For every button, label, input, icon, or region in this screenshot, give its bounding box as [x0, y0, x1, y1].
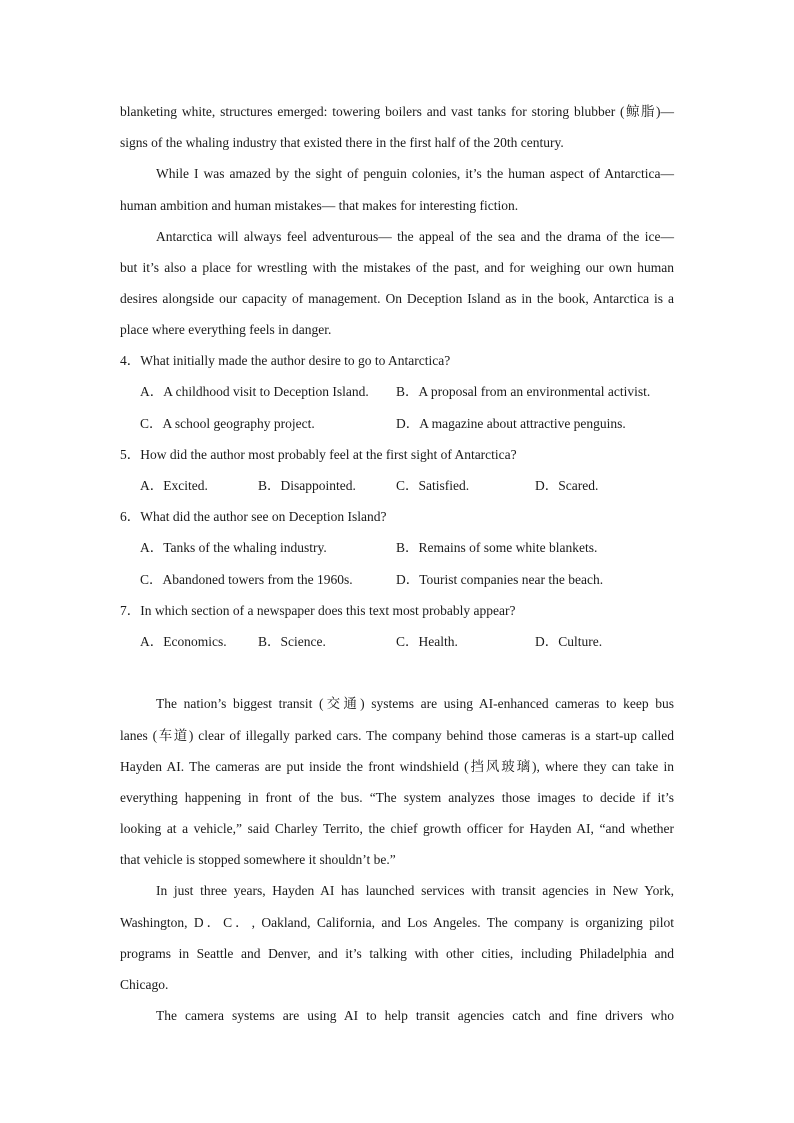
passage-line: Chicago. — [120, 977, 169, 992]
option-b[interactable]: B．A proposal from an environmental activist. — [396, 384, 651, 399]
passage-line: While I was amazed by the sight of penguin colonies, it’s the human aspect of Antarctica— — [156, 166, 674, 181]
option-a[interactable]: A．Tanks of the whaling industry. — [140, 540, 327, 555]
option-d[interactable]: D．Scared. — [535, 478, 599, 493]
option-c[interactable]: C．Health. — [396, 634, 458, 649]
passage-line: The nation’s biggest transit (交通) systems are using AI-enhanced cameras to keep bus — [156, 696, 674, 711]
passage-line: signs of the whaling industry that existed there in the first half of the 20th century. — [120, 135, 564, 150]
question-stem: 4．What initially made the author desire to go to Antarctica? — [120, 353, 451, 368]
passage-line: In just three years, Hayden AI has launched services with transit agencies in New York, — [156, 883, 674, 898]
question-stem: 5．How did the author most probably feel at the first sight of Antarctica? — [120, 447, 517, 462]
passage-line: Washington, D．C．, Oakland, California, and Los Angeles. The company is organizing pilot — [120, 915, 674, 930]
passage-line: Hayden AI. The cameras are put inside the front windshield (挡风玻璃), where they can take in — [120, 759, 674, 774]
option-c[interactable]: C．A school geography project. — [140, 416, 315, 431]
passage-line: human ambition and human mistakes— that makes for interesting fiction. — [120, 198, 519, 213]
option-a[interactable]: A．Excited. — [140, 478, 208, 493]
option-b[interactable]: B．Remains of some white blankets. — [396, 540, 598, 555]
question-stem: 7．In which section of a newspaper does this text most probably appear? — [120, 603, 516, 618]
passage-line: Antarctica will always feel adventurous— the appeal of the sea and the drama of the ice— — [156, 229, 674, 244]
option-c[interactable]: C．Satisfied. — [396, 478, 470, 493]
passage-line: place where everything feels in danger. — [120, 322, 332, 337]
option-d[interactable]: D．Culture. — [535, 634, 603, 649]
passage-line: desires alongside our capacity of management. On Deception Island as in the book, Antarctica is a — [120, 291, 674, 306]
option-b[interactable]: B．Disappointed. — [258, 478, 356, 493]
question-stem: 6．What did the author see on Deception Island? — [120, 509, 387, 524]
passage-line: programs in Seattle and Denver, and it’s talking with other cities, including Philadelphia and — [120, 946, 674, 961]
option-a[interactable]: A．A childhood visit to Deception Island. — [140, 384, 369, 399]
option-c[interactable]: C．Abandoned towers from the 1960s. — [140, 572, 353, 587]
option-a[interactable]: A．Economics. — [140, 634, 227, 649]
passage-line: everything happening in front of the bus. “The system analyzes those images to decide if it’s — [120, 790, 674, 805]
passage-line: lanes (车道) clear of illegally parked cars. The company behind those cameras is a start-up called — [120, 728, 674, 743]
option-d[interactable]: D．A magazine about attractive penguins. — [396, 416, 626, 431]
passage-line: blanketing white, structures emerged: towering boilers and vast tanks for storing blubber (鲸脂)— — [120, 104, 674, 119]
passage-line: The camera systems are using AI to help transit agencies catch and fine drivers who — [156, 1008, 674, 1023]
passage-line: looking at a vehicle,” said Charley Territo, the chief growth officer for Hayden AI, “and whether — [120, 821, 674, 836]
option-d[interactable]: D．Tourist companies near the beach. — [396, 572, 604, 587]
passage-line: that vehicle is stopped somewhere it shouldn’t be.” — [120, 852, 396, 867]
passage-line: but it’s also a place for wrestling with the mistakes of the past, and for weighing our own human — [120, 260, 674, 275]
option-b[interactable]: B．Science. — [258, 634, 326, 649]
